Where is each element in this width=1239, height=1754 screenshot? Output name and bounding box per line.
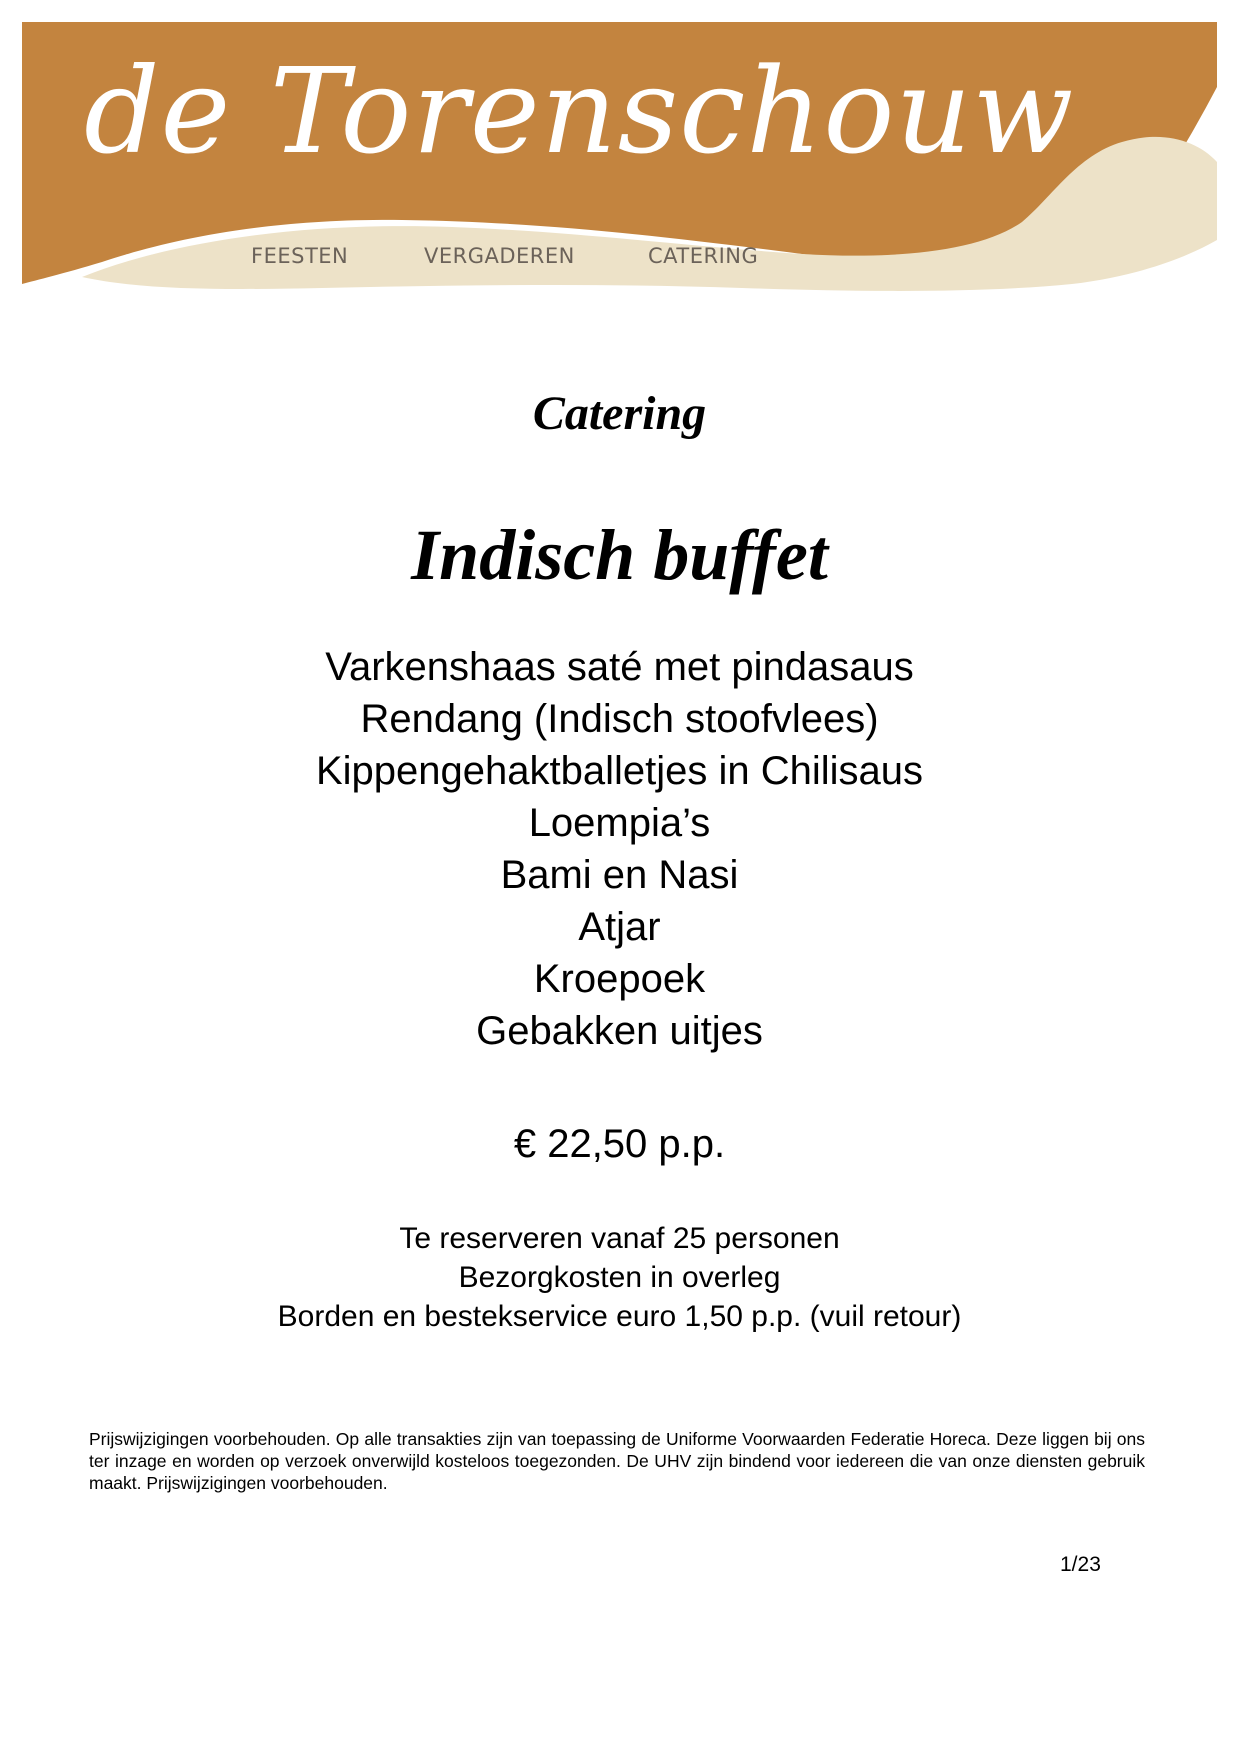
terms-line: Te reserveren vanaf 25 personen bbox=[399, 1222, 840, 1255]
page-title: Indisch buffet bbox=[411, 515, 828, 595]
nav-label-feesten: FEESTEN bbox=[251, 244, 349, 268]
menu-item: Bami en Nasi bbox=[500, 853, 739, 897]
terms-line: Bezorgkosten in overleg bbox=[458, 1261, 781, 1294]
nav-label-vergaderen: VERGADEREN bbox=[424, 244, 575, 268]
nav-label-catering: CATERING bbox=[648, 244, 759, 268]
menu-item: Kroepoek bbox=[533, 957, 706, 1001]
menu-item: Gebakken uitjes bbox=[476, 1009, 763, 1053]
menu-item: Rendang (Indisch stoofvlees) bbox=[360, 697, 879, 741]
section-subtitle: Catering bbox=[532, 387, 707, 440]
price-per-person: € 22,50 p.p. bbox=[513, 1122, 726, 1166]
menu-item-list bbox=[0, 641, 1239, 1057]
booking-terms bbox=[0, 1219, 1239, 1336]
menu-item: Kippengehaktballetjes in Chilisaus bbox=[315, 749, 924, 793]
legal-disclaimer: Prijswijzigingen voorbehouden. Op alle transakties zijn van toepassing de Uniforme Voorwaarden Federatie Horeca. Deze liggen bij ons ter inzage en worden op verzoek onverwijld kosteloos toegezonden. De UHV zijn bindend voor iedereen die van onze diensten gebruik maakt. Prijswijzigingen voorbehouden. bbox=[89, 1429, 1145, 1493]
menu-item: Loempia’s bbox=[528, 801, 711, 845]
menu-item: Atjar bbox=[578, 905, 661, 949]
menu-item: Varkenshaas saté met pindasaus bbox=[325, 645, 914, 689]
page-number: 1/23 bbox=[1060, 1553, 1101, 1576]
terms-line: Borden en bestekservice euro 1,50 p.p. (vuil retour) bbox=[277, 1300, 962, 1333]
logo-wordmark: de Torenschouw bbox=[84, 42, 1075, 180]
header-banner bbox=[22, 22, 1217, 292]
